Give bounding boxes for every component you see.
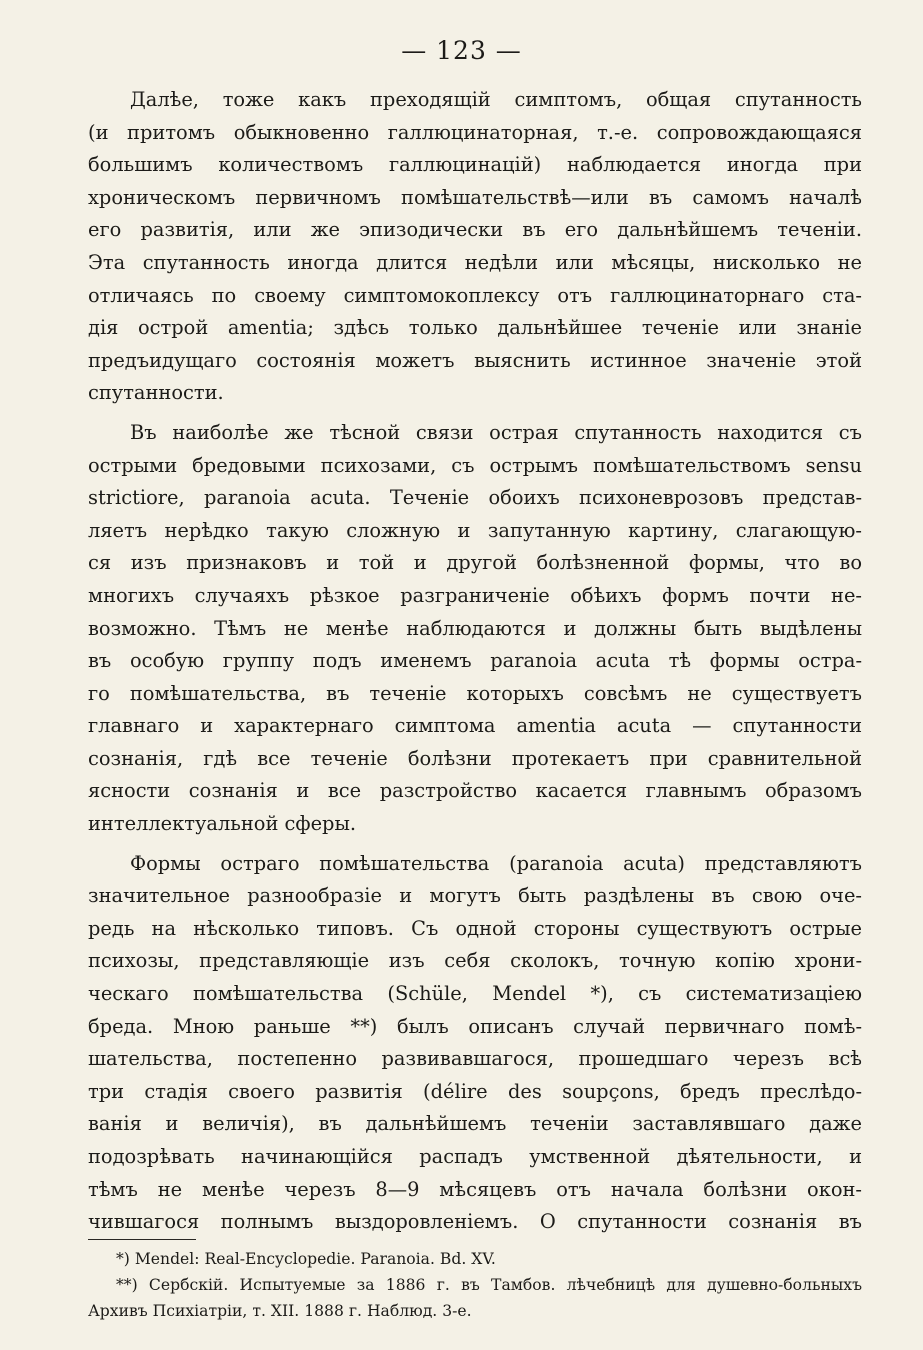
paragraph	[88, 848, 862, 1239]
text-line: бреда. Мною раньше **) былъ описанъ случай первичнаго помѣ-	[88, 1014, 862, 1038]
text-line: многихъ случаяхъ рѣзкое разграниченіе обѣихъ формъ почти не-	[88, 583, 862, 607]
text-line: сознанія, гдѣ все теченіе болѣзни протекаетъ при сравнительной	[88, 746, 862, 770]
text-line: ванія и величія), въ дальнѣйшемъ теченіи заставлявшаго даже	[88, 1112, 862, 1136]
text-line: въ особую группу подъ именемъ paranoia acuta тѣ формы остра-	[88, 649, 862, 673]
text-line: подозрѣвать начинающійся распадъ умственной дѣятельности, и	[88, 1145, 862, 1168]
text-line: шательства, постепенно развивавшагося, прошедшаго черезъ всѣ	[88, 1047, 862, 1071]
text-line: острыми бредовыми психозами, съ острымъ помѣшательствомъ sensu	[88, 453, 862, 477]
footnotes	[88, 1246, 862, 1324]
text-line: интеллектуальной сферы.	[88, 812, 357, 836]
paragraph-gap	[88, 410, 862, 417]
text-line: ляетъ нерѣдко такую сложную и запутанную картину, слагающую-	[88, 518, 862, 542]
text-line: редь на нѣсколько типовъ. Съ одной стороны существуютъ острые	[88, 916, 862, 940]
text-line: возможно. Тѣмъ не менѣе наблюдаются и должны быть выдѣлены	[88, 616, 862, 640]
text-line: го помѣшательства, въ теченіе которыхъ совсѣмъ не существуетъ	[88, 681, 862, 705]
text-line: тѣмъ не менѣе черезъ 8—9 мѣсяцевъ отъ начала болѣзни окон-	[88, 1177, 862, 1201]
text-line: (и притомъ обыкновенно галлюцинаторная, т.-е. сопровождающаяся	[88, 120, 862, 144]
body-text	[88, 84, 862, 1239]
text-line: ясности сознанія и все разстройство касается главнымъ образомъ	[88, 779, 862, 803]
text-line: Далѣе, тоже какъ преходящій симптомъ, общая спутанность	[130, 88, 862, 111]
text-line: strictiore, paranoia acuta. Теченіе обоихъ психоневрозовъ представ-	[88, 486, 862, 510]
text-line: дія острой amentia; здѣсь только дальнѣйшее теченіе или знаніе	[88, 316, 862, 340]
text-line: значительное разнообразіе и могутъ быть раздѣлены въ свою оче-	[88, 884, 862, 908]
text-line: хроническомъ первичномъ помѣшательствѣ—или въ самомъ началѣ	[88, 185, 862, 209]
footnote-continuation: Архивъ Психіатріи, т. XII. 1888 г. Наблюд. 3-е.	[88, 1302, 472, 1320]
text-line: предъидущаго состоянія можетъ выяснить истинное значеніе этой	[88, 348, 862, 372]
footnote: *) Mendel: Real-Encyclopedie. Paranoia. Bd. XV.	[116, 1250, 496, 1268]
page-number: — 123 —	[401, 36, 522, 65]
text-line: ческаго помѣшательства (Schüle, Mendel *), съ систематизаціею	[88, 982, 862, 1006]
text-line: чившагося полнымъ выздоровленіемъ. О спутанности сознанія въ	[88, 1210, 862, 1234]
text-line: Эта спутанность иногда длится недѣли или мѣсяцы, нисколько не	[88, 250, 862, 274]
paragraph	[88, 84, 862, 410]
text-line: Формы остраго помѣшательства (paranoia acuta) представляютъ	[130, 851, 862, 875]
text-line: ся изъ признаковъ и той и другой болѣзненной формы, что во	[88, 551, 862, 575]
text-line: отличаясь по своему симптомокоплексу отъ галлюцинаторнаго ста-	[88, 283, 862, 307]
footnote: **) Сербскій. Испытуемые за 1886 г. въ Тамбов. лѣчебницѣ для душевно-больныхъ	[116, 1276, 862, 1294]
text-line: его развитія, или же эпизодически въ его дальнѣйшемъ теченіи.	[88, 218, 862, 242]
footnote-divider	[88, 1239, 196, 1240]
text-line: Въ наиболѣе же тѣсной связи острая спутанность находится съ	[130, 420, 862, 444]
text-line: главнаго и характернаго симптома amentia acuta — спутанности	[88, 714, 862, 738]
text-line: три стадія своего развитія (délire des soupçons, бредъ преслѣдо-	[88, 1079, 862, 1103]
paragraph-gap	[88, 841, 862, 848]
paragraph	[88, 417, 862, 841]
text-line: психозы, представляющіе изъ себя сколокъ, точную копію хрони-	[88, 949, 862, 973]
text-line: большимъ количествомъ галлюцинацій) наблюдается иногда при	[88, 153, 862, 177]
text-line: спутанности.	[88, 381, 224, 405]
